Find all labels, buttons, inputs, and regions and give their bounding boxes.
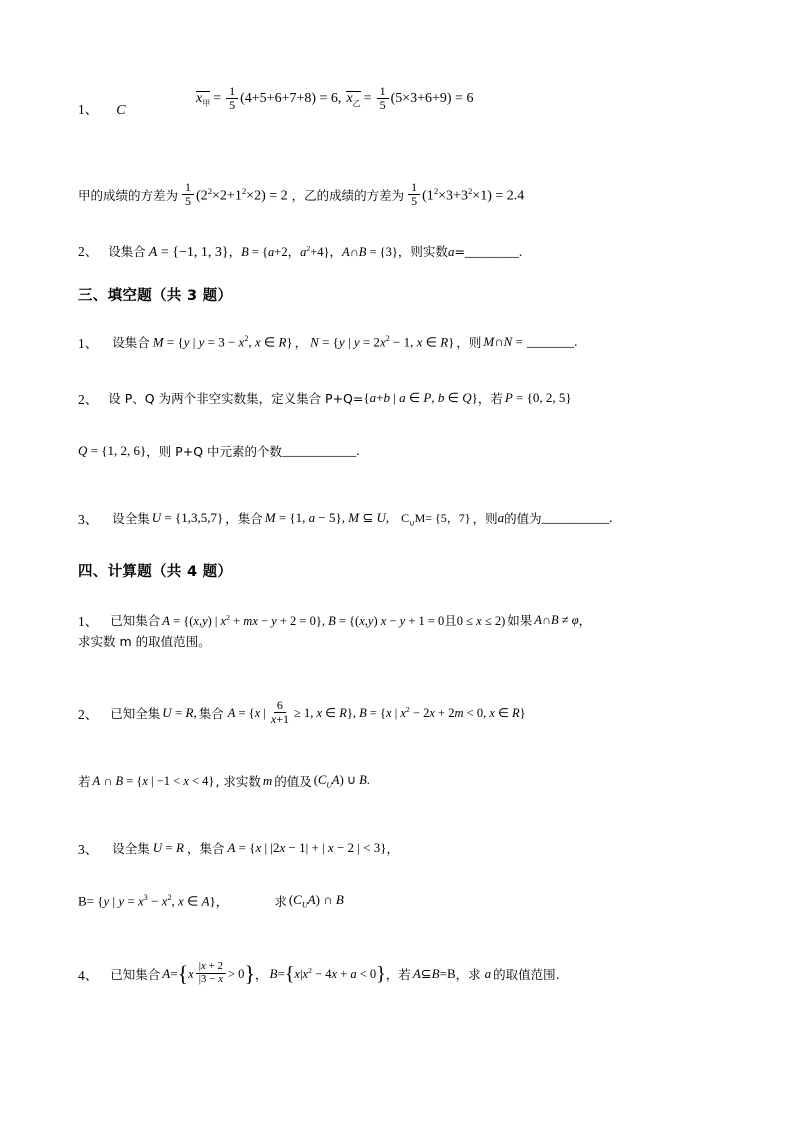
question-2: 2、 设集合 A = {−1, 1, 3} ， B = {a+2，$a^2+4$} ， A∩B = {3} ，则实数 a = ________. (78, 243, 523, 260)
section3-question-2-line2: Q = {1, 2, 6} ，则 P+Q 中元素的个数 ___________. (78, 443, 360, 459)
section4-question-3-line2: B= {y | $y = x^3 - x^2$, x ∈ A} ， 求 $(C_UA)$ ∩ B (78, 892, 344, 910)
section4-question-2-line1: 2、 已知全集 U = R, 集合 A = {x | $\frac{6}{x+1}$ ≥ 1, x ∈ R}, B = {x | $x^2 - 2x + 2m < 0$, x ∈ R} (78, 698, 526, 726)
answer-1-number: 1、 C (78, 102, 126, 118)
section4-question-1-line1: 1、 已知集合 A = {(x,y) | $x^2$ + mx − y + 2 = 0}, B = {(x,y) x − y + 1 = 0且0 ≤ x ≤ 2) 如果 A∩B ≠ φ ， (78, 612, 592, 629)
section4-question-3-line1: 3、 设全集 U = R ，集合 A = {x | |2x − 1| + | x − 2 | < 3} ， (78, 840, 399, 857)
section3-question-2-line1: 2、 设 P、Q 为两个非空实数集，定义集合 P+Q= {a+b | a ∈ P, b ∈ Q} ，若 P = {0, 2, 5} (78, 390, 572, 407)
section-heading-4: 四、计算题（共 4 题） (78, 564, 233, 580)
section4-question-4: 4、 已知集合 A= { x $\frac{|x + 2}{|3 - x}$ > 0 } ， B= { $x|x^2 - 4x + a < 0$ } ，若 A⊆B=B ，求 a 的取值范围. (78, 960, 560, 987)
answer-1-variance: 甲的成绩的方差为 $\frac{1}{5}$ $(2^2\times 2+1^2\times 2) = 2$ ，乙的成绩的方差为 $\frac{1}{5}$ $(1^2\times 3+3^2\times 1) = 2.4$ (78, 180, 525, 208)
section3-question-1: 1、 设集合 M = {y | $y = 3 - x^2$, x ∈ R} ， N = {y | $y = 2x^2 - 1$, x ∈ R} ，则 M∩N = _______. (78, 333, 578, 351)
section3-question-3: 3、 设全集 U = {1,3,5,7} ，集合 M = {1, a − 5}, M ⊆ U, $C_\cup M= \{5$，7} ，则 a 的值为 __________. (78, 510, 613, 528)
section-heading-3: 三、填空题（共 3 题） (78, 288, 233, 304)
section4-question-2-line2: 若 A ∩ B = {x | −1 < x < 4} , 求实数 m 的值及 $(C_UA)$ ∪ B. (78, 773, 370, 790)
section4-question-1-line2: 求实数 m 的取值范围。 (78, 634, 211, 649)
answer-1-mean-formula: $x_甲$ = $\frac{1}{5}$ (4+5+6+7+8) = 6, $x_乙$ = $\frac{1}{5}$ (5×3+6+9) = 6 (196, 84, 474, 112)
